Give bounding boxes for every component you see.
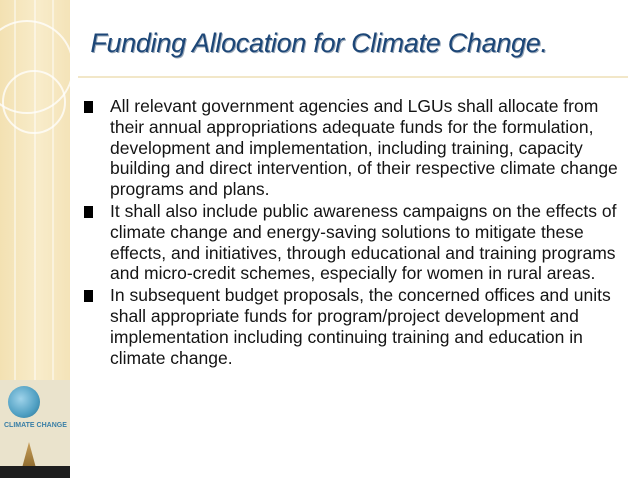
hourglass-sand-icon xyxy=(22,442,36,468)
bullet-text: All relevant government agencies and LGUs shall allocate from their annual appropriations adequate funds for the formulation, development and implementation, including training, capacity building and direct intervention, of their respective climate change programs and plans. xyxy=(110,96,618,200)
bullet-marker-icon xyxy=(84,290,93,302)
bullet-item xyxy=(82,96,622,200)
book-cover-text: CLIMATE CHANGE xyxy=(4,422,67,429)
bullet-item xyxy=(82,285,622,368)
bullet-text: In subsequent budget proposals, the concerned offices and units shall appropriate funds for program/project development and implementation including continuing training and education in climate change. xyxy=(110,285,611,368)
book-cover-base xyxy=(0,466,70,478)
title-divider xyxy=(78,76,628,78)
bullet-marker-icon xyxy=(84,101,93,113)
bullet-text: It shall also include public awareness campaigns on the effects of climate change and energy-saving solutions to mitigate these effects, and initiatives, through educational and training programs and micro-credit schemes, especially for women in rural areas. xyxy=(110,200,617,284)
slide-title: Funding Allocation for Climate Change. xyxy=(90,28,548,58)
bullet-list xyxy=(82,96,622,369)
bullet-item xyxy=(82,201,622,284)
globe-icon xyxy=(8,386,40,418)
bullet-marker-icon xyxy=(84,206,93,218)
climate-change-book-cover xyxy=(0,380,70,478)
decorative-circle xyxy=(2,70,66,134)
